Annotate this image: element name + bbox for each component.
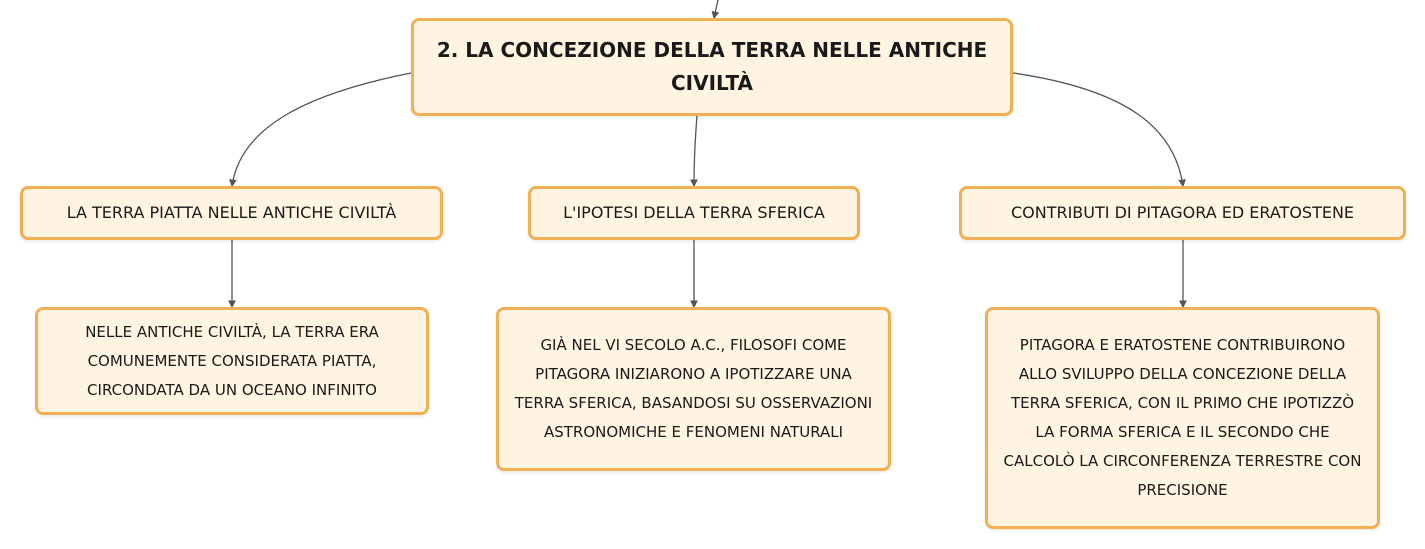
connector-root-to-topic-3 (1013, 73, 1183, 186)
topic-node-label: LA TERRA PIATTA NELLE ANTICHE CIVILTÀ (66, 203, 397, 222)
detail-node-pythagoras-eratosthenes[interactable] (985, 307, 1380, 529)
topic-node-spherical-hypothesis[interactable] (528, 186, 860, 240)
detail-node-spherical-hypothesis[interactable] (496, 307, 891, 471)
topic-node-pythagoras-eratosthenes[interactable] (959, 186, 1406, 240)
root-node[interactable] (411, 18, 1013, 116)
topic-node-label: CONTRIBUTI DI PITAGORA ED ERATOSTENE (1010, 203, 1355, 222)
root-node-label: 2. LA CONCEZIONE DELLA TERRA NELLE ANTICHE CIVILTÀ (436, 38, 988, 95)
detail-node-flat-earth[interactable] (35, 307, 429, 415)
connector-root-to-topic-2 (694, 116, 697, 186)
detail-node-text: GIÀ NEL VI SECOLO A.C., FILOSOFI COME PITAGORA INIZIARONO A IPOTIZZARE UNA TERRA SFERICA, BASANDOSI SU OSSERVAZIONI ASTRONOMICHE E FENOMENI NATURALI (514, 336, 873, 441)
connector-parent-to-root (714, 0, 718, 18)
topic-node-flat-earth[interactable] (20, 186, 443, 240)
detail-node-text: PITAGORA E ERATOSTENE CONTRIBUIRONO ALLO SVILUPPO DELLA CONCEZIONE DELLA TERRA SFERICA, CON IL PRIMO CHE IPOTIZZÒ LA FORMA SFERICA E IL SECONDO CHE CALCOLÒ LA CIRCONFERENZA TERRESTRE CON PRECISIONE (1003, 336, 1362, 499)
detail-node-text: NELLE ANTICHE CIVILTÀ, LA TERRA ERA COMUNEMENTE CONSIDERATA PIATTA, CIRCONDATA DA UN OCEANO INFINITO (85, 322, 379, 399)
connector-root-to-topic-1 (232, 73, 411, 186)
topic-node-label: L'IPOTESI DELLA TERRA SFERICA (563, 203, 825, 222)
